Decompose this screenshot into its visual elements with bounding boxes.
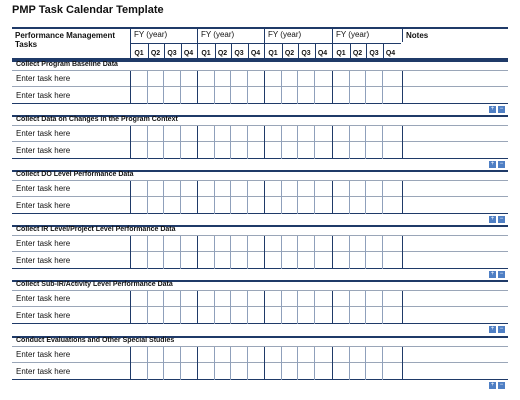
remove-row-button[interactable]: − bbox=[499, 161, 504, 167]
grid-line bbox=[281, 347, 282, 380]
grid-line bbox=[264, 71, 265, 104]
task-input[interactable]: Enter task here bbox=[16, 311, 71, 320]
grid-line bbox=[314, 126, 315, 159]
notes-column-header: Notes bbox=[406, 31, 429, 40]
grid-line bbox=[332, 347, 333, 380]
task-row bbox=[12, 126, 508, 142]
fy-header-4 bbox=[332, 29, 400, 58]
add-row-button[interactable]: + bbox=[490, 382, 495, 388]
grid-line bbox=[402, 236, 403, 269]
task-input[interactable]: Enter task here bbox=[16, 146, 71, 155]
grid-line bbox=[163, 347, 164, 380]
grid-line bbox=[349, 126, 350, 159]
remove-row-button[interactable]: − bbox=[499, 216, 504, 222]
remove-row-button[interactable]: − bbox=[499, 271, 504, 277]
quarter-header-q1: Q1 bbox=[336, 50, 346, 57]
fy-header-1 bbox=[130, 29, 198, 58]
task-input[interactable]: Enter task here bbox=[16, 239, 71, 248]
quarter-divider bbox=[350, 43, 351, 59]
section-title: Collect IR Level/Project Level Performance Data bbox=[16, 226, 176, 233]
quarter-header-q1: Q1 bbox=[268, 50, 278, 57]
quarter-divider bbox=[181, 43, 182, 59]
quarter-divider bbox=[148, 43, 149, 59]
grid-line bbox=[332, 291, 333, 324]
grid-line bbox=[230, 291, 231, 324]
remove-row-button[interactable]: − bbox=[499, 326, 504, 332]
task-section bbox=[12, 225, 508, 280]
grid-line bbox=[281, 291, 282, 324]
quarter-header-q4: Q4 bbox=[317, 50, 328, 57]
grid-line bbox=[314, 181, 315, 214]
grid-line bbox=[402, 347, 403, 380]
grid-line bbox=[214, 236, 215, 269]
grid-line bbox=[247, 126, 248, 159]
quarter-header-q2: Q2 bbox=[150, 50, 161, 57]
grid-line bbox=[365, 347, 366, 380]
page-title: PMP Task Calendar Template bbox=[12, 4, 164, 16]
grid-line bbox=[264, 181, 265, 214]
grid-line bbox=[197, 291, 198, 324]
grid-line bbox=[163, 236, 164, 269]
section-title: Collect DO Level Performance Data bbox=[16, 171, 134, 178]
grid-line bbox=[264, 291, 265, 324]
task-input[interactable]: Enter task here bbox=[16, 256, 71, 265]
grid-line bbox=[314, 291, 315, 324]
section-title: Collect Sub-IR/Activity Level Performance Data bbox=[16, 281, 173, 288]
grid-line bbox=[382, 126, 383, 159]
grid-line bbox=[349, 181, 350, 214]
quarter-divider bbox=[215, 43, 216, 59]
grid-line bbox=[147, 71, 148, 104]
grid-line bbox=[365, 236, 366, 269]
grid-line bbox=[163, 126, 164, 159]
grid-line bbox=[332, 236, 333, 269]
quarter-header-q2: Q2 bbox=[217, 50, 228, 57]
grid-line bbox=[382, 181, 383, 214]
grid-line bbox=[349, 236, 350, 269]
grid-line bbox=[180, 347, 181, 380]
grid-line bbox=[163, 71, 164, 104]
task-section bbox=[12, 280, 508, 335]
task-row bbox=[12, 291, 508, 307]
task-row bbox=[12, 253, 508, 269]
task-section bbox=[12, 115, 508, 170]
grid-line bbox=[297, 291, 298, 324]
section-title: Collect Program Baseline Data bbox=[16, 61, 118, 68]
fy-label: FY (year) bbox=[336, 30, 370, 39]
grid-line bbox=[297, 236, 298, 269]
fy-divider bbox=[131, 43, 199, 44]
quarter-divider bbox=[164, 43, 165, 59]
grid-line bbox=[247, 347, 248, 380]
section-title: Conduct Evaluations and Other Special Studies bbox=[16, 337, 175, 344]
task-input[interactable]: Enter task here bbox=[16, 367, 71, 376]
grid-line bbox=[349, 347, 350, 380]
task-section bbox=[12, 336, 508, 391]
task-input[interactable]: Enter task here bbox=[16, 350, 71, 359]
quarter-divider bbox=[231, 43, 232, 59]
quarter-header-q1: Q1 bbox=[134, 50, 144, 57]
grid-line bbox=[197, 126, 198, 159]
grid-line bbox=[197, 347, 198, 380]
grid-line bbox=[247, 181, 248, 214]
remove-row-button[interactable]: − bbox=[499, 382, 504, 388]
grid-line bbox=[197, 181, 198, 214]
grid-line bbox=[402, 71, 403, 104]
grid-line bbox=[264, 347, 265, 380]
grid-line bbox=[247, 71, 248, 104]
add-row-button[interactable]: + bbox=[490, 216, 495, 222]
grid-line bbox=[281, 181, 282, 214]
task-input[interactable]: Enter task here bbox=[16, 201, 71, 210]
task-input[interactable]: Enter task here bbox=[16, 74, 71, 83]
quarter-header-q3: Q3 bbox=[369, 50, 379, 57]
task-row bbox=[12, 181, 508, 197]
grid-line bbox=[147, 126, 148, 159]
grid-line bbox=[382, 291, 383, 324]
fy-label: FY (year) bbox=[134, 30, 168, 39]
grid-line bbox=[197, 71, 198, 104]
quarter-divider bbox=[282, 43, 283, 59]
grid-line bbox=[281, 71, 282, 104]
quarter-header-q4: Q4 bbox=[250, 50, 261, 57]
grid-line bbox=[297, 181, 298, 214]
fy-label: FY (year) bbox=[201, 30, 235, 39]
add-row-button[interactable]: + bbox=[490, 326, 495, 332]
fy-label: FY (year) bbox=[268, 30, 302, 39]
grid-line bbox=[281, 236, 282, 269]
grid-line bbox=[264, 126, 265, 159]
grid-line bbox=[130, 126, 131, 159]
grid-line bbox=[180, 181, 181, 214]
grid-line bbox=[197, 236, 198, 269]
grid-line bbox=[402, 126, 403, 159]
grid-line bbox=[214, 347, 215, 380]
grid-line bbox=[332, 126, 333, 159]
grid-line bbox=[314, 236, 315, 269]
quarter-header-q3: Q3 bbox=[301, 50, 311, 57]
grid-line bbox=[365, 71, 366, 104]
grid-line bbox=[314, 71, 315, 104]
grid-line bbox=[214, 181, 215, 214]
grid-line bbox=[180, 126, 181, 159]
quarter-divider bbox=[298, 43, 299, 59]
grid-line bbox=[130, 71, 131, 104]
quarter-divider bbox=[315, 43, 316, 59]
grid-line bbox=[365, 181, 366, 214]
grid-line bbox=[130, 236, 131, 269]
grid-line bbox=[214, 126, 215, 159]
quarter-header-q2: Q2 bbox=[284, 50, 295, 57]
task-row bbox=[12, 364, 508, 380]
fy-divider bbox=[265, 43, 333, 44]
task-row bbox=[12, 198, 508, 214]
grid-line bbox=[382, 347, 383, 380]
quarter-header-q4: Q4 bbox=[183, 50, 194, 57]
grid-line bbox=[365, 291, 366, 324]
quarter-header-q3: Q3 bbox=[234, 50, 244, 57]
grid-line bbox=[281, 126, 282, 159]
quarter-header-q1: Q1 bbox=[201, 50, 211, 57]
grid-line bbox=[230, 71, 231, 104]
grid-line bbox=[264, 236, 265, 269]
task-row bbox=[12, 236, 508, 252]
quarter-header-q3: Q3 bbox=[167, 50, 177, 57]
grid-line bbox=[349, 71, 350, 104]
add-row-button[interactable]: + bbox=[490, 271, 495, 277]
quarter-header-q4: Q4 bbox=[385, 50, 396, 57]
task-input[interactable]: Enter task here bbox=[16, 129, 71, 138]
fy-header-2 bbox=[197, 29, 265, 58]
grid-line bbox=[163, 291, 164, 324]
grid-line bbox=[130, 347, 131, 380]
grid-line bbox=[382, 71, 383, 104]
grid-line bbox=[332, 181, 333, 214]
grid-line bbox=[230, 236, 231, 269]
quarter-header-q2: Q2 bbox=[352, 50, 363, 57]
grid-line bbox=[297, 126, 298, 159]
grid-line bbox=[314, 347, 315, 380]
grid-line bbox=[180, 71, 181, 104]
fy-divider bbox=[198, 43, 266, 44]
grid-line bbox=[180, 291, 181, 324]
grid-line bbox=[297, 71, 298, 104]
grid-line bbox=[332, 71, 333, 104]
grid-line bbox=[147, 347, 148, 380]
task-section bbox=[12, 60, 508, 115]
task-row bbox=[12, 143, 508, 159]
task-section bbox=[12, 170, 508, 225]
grid-line bbox=[230, 347, 231, 380]
grid-line bbox=[230, 181, 231, 214]
grid-line bbox=[163, 181, 164, 214]
calendar-header bbox=[12, 27, 508, 60]
fy-divider bbox=[333, 43, 401, 44]
task-row bbox=[12, 347, 508, 363]
grid-line bbox=[214, 71, 215, 104]
quarter-divider bbox=[248, 43, 249, 59]
grid-line bbox=[147, 291, 148, 324]
grid-line bbox=[349, 291, 350, 324]
grid-line bbox=[147, 181, 148, 214]
grid-line bbox=[230, 126, 231, 159]
task-column-header: Performance Management Tasks bbox=[15, 31, 116, 49]
task-row bbox=[12, 88, 508, 104]
grid-line bbox=[214, 291, 215, 324]
grid-line bbox=[247, 291, 248, 324]
grid-line bbox=[147, 236, 148, 269]
add-row-button[interactable]: + bbox=[490, 161, 495, 167]
quarter-divider bbox=[383, 43, 384, 59]
task-row bbox=[12, 71, 508, 87]
task-row bbox=[12, 308, 508, 324]
grid-line bbox=[382, 236, 383, 269]
grid-line bbox=[402, 181, 403, 214]
grid-line bbox=[247, 236, 248, 269]
section-title: Collect Data on Changes in the Program Context bbox=[16, 116, 178, 123]
grid-line bbox=[297, 347, 298, 380]
task-input[interactable]: Enter task here bbox=[16, 184, 71, 193]
remove-row-button[interactable]: − bbox=[499, 106, 504, 112]
fy-header-3 bbox=[264, 29, 332, 58]
add-row-button[interactable]: + bbox=[490, 106, 495, 112]
grid-line bbox=[402, 291, 403, 324]
grid-line bbox=[365, 126, 366, 159]
grid-line bbox=[180, 236, 181, 269]
quarter-divider bbox=[366, 43, 367, 59]
grid-line bbox=[130, 291, 131, 324]
task-input[interactable]: Enter task here bbox=[16, 91, 71, 100]
grid-line bbox=[130, 181, 131, 214]
task-input[interactable]: Enter task here bbox=[16, 294, 71, 303]
